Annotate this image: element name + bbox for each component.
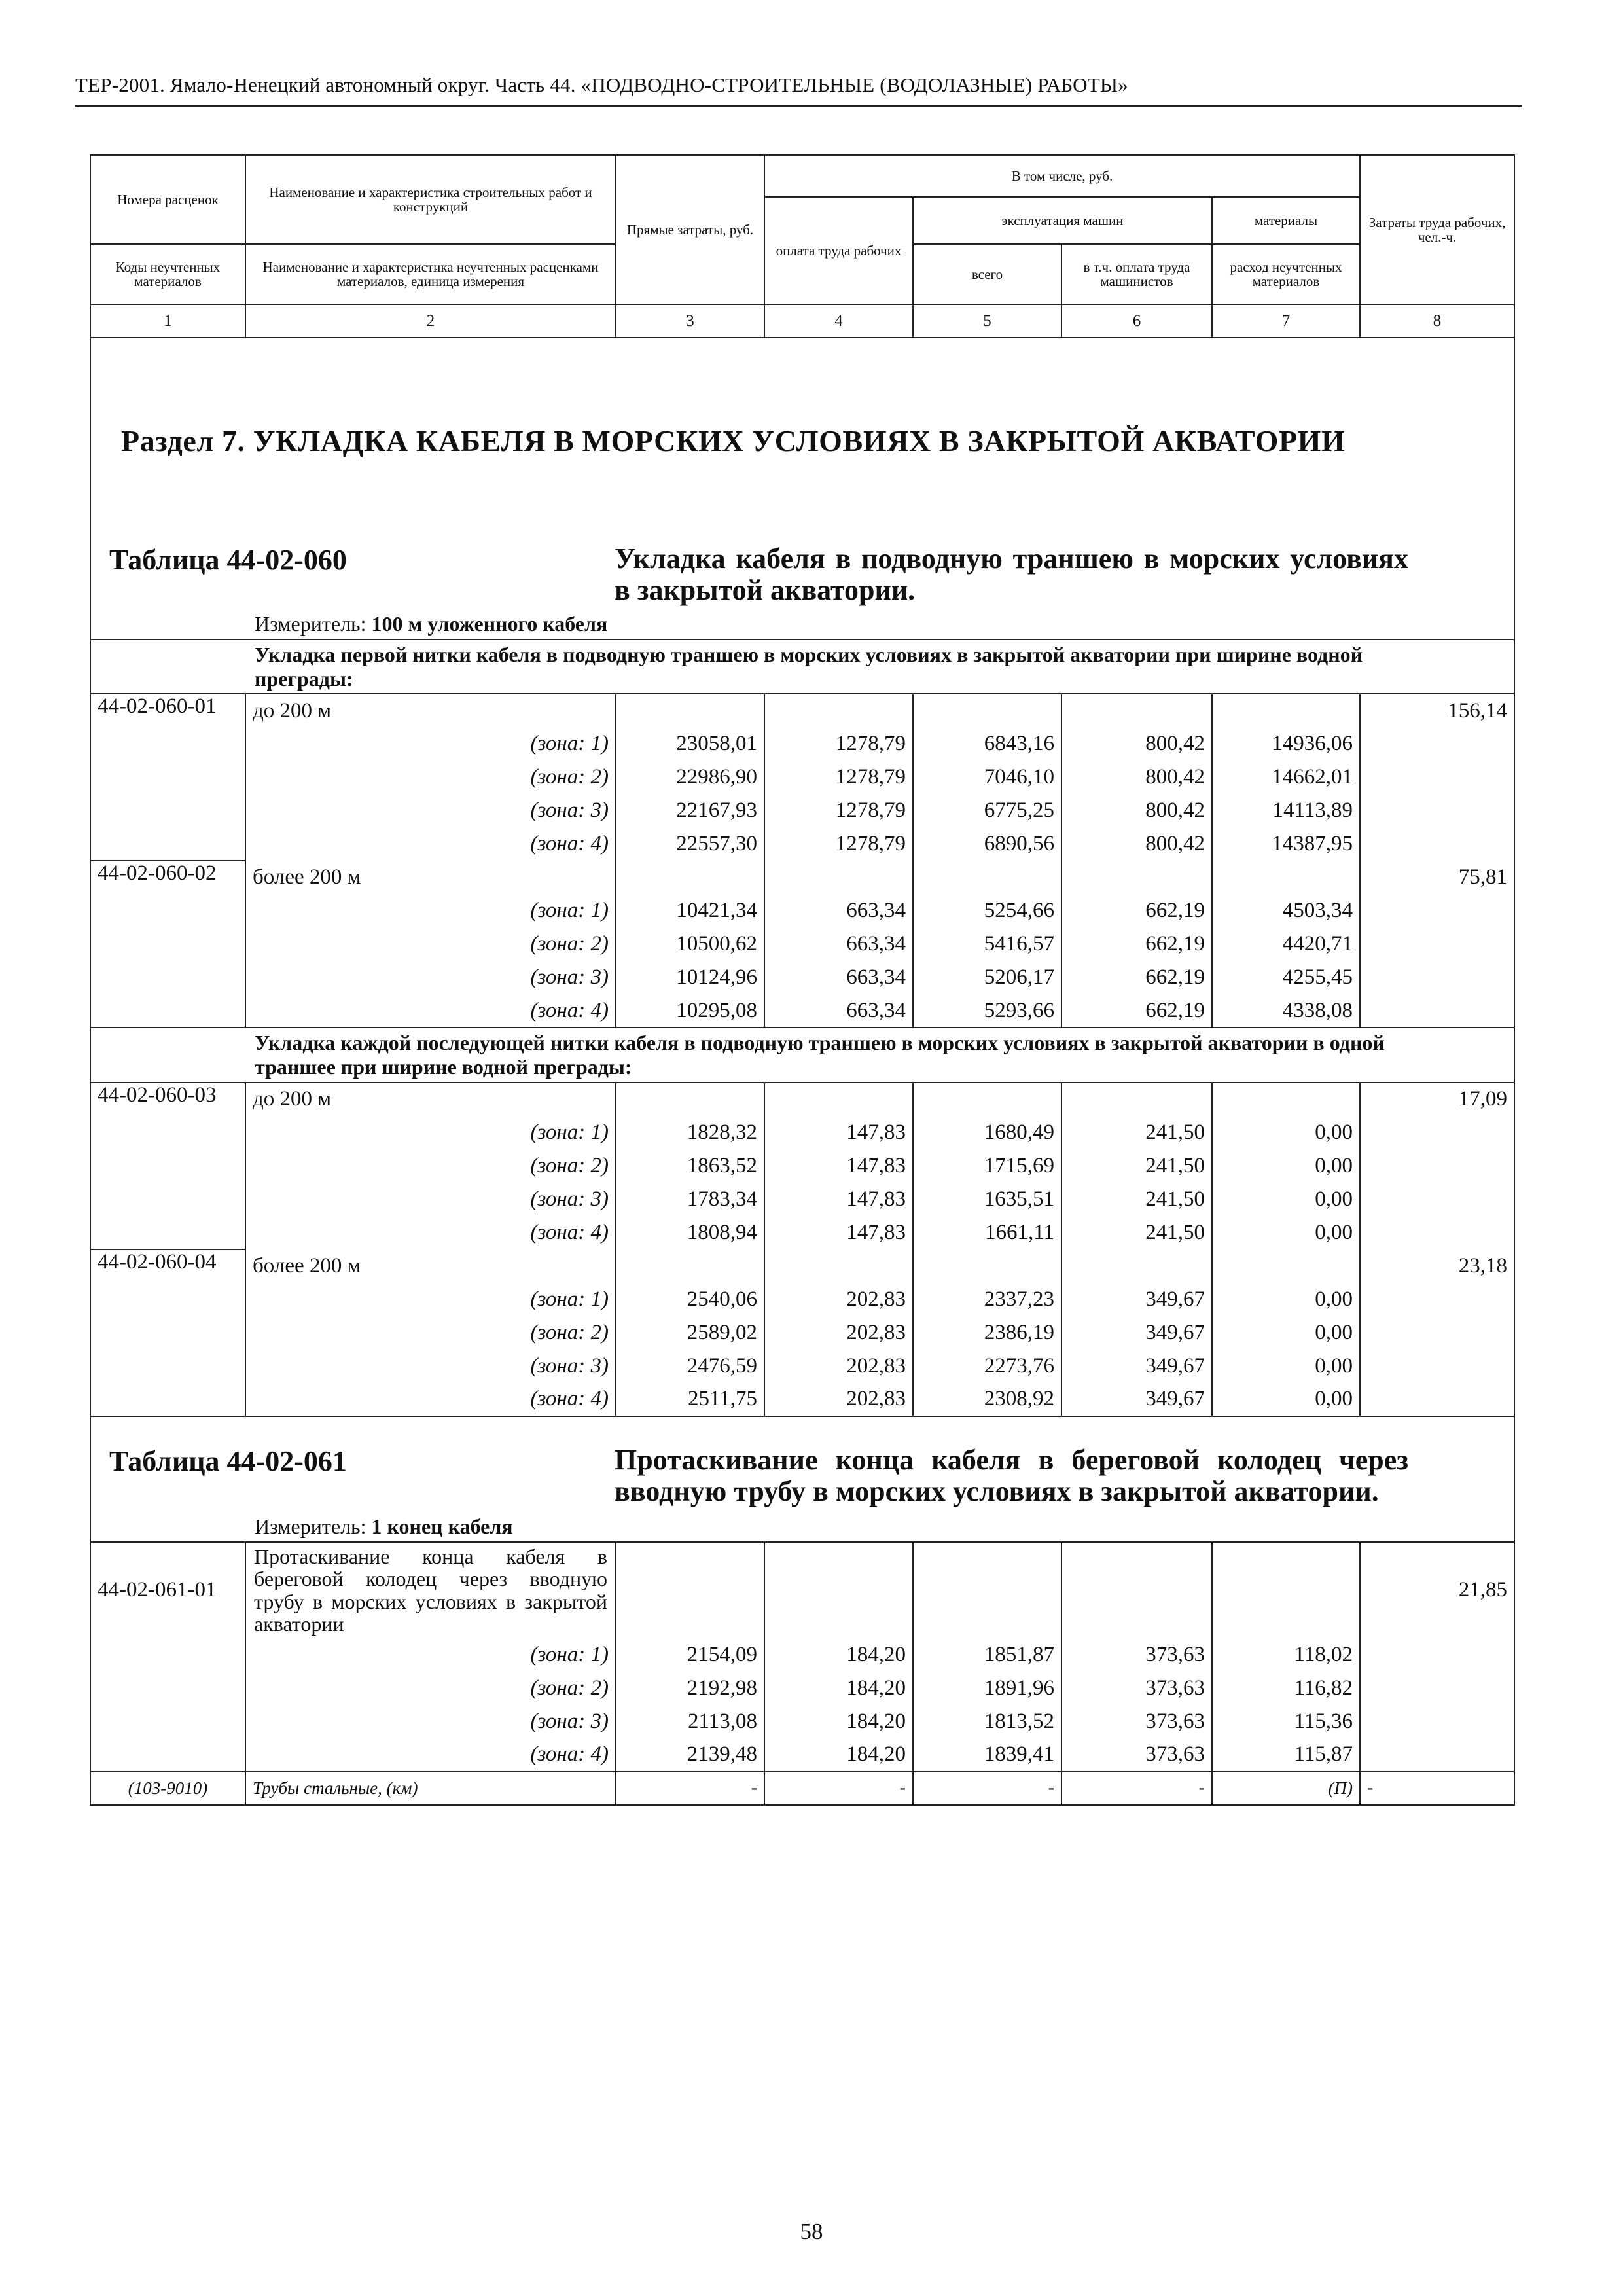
zone-label: (зона: 1) (245, 894, 616, 927)
labor-pay-value: 1278,79 (764, 727, 913, 761)
materials-value: 0,00 (1212, 1350, 1360, 1383)
rate-code: 44-02-060-02 (90, 861, 245, 1028)
zone-label: (зона: 4) (245, 1738, 616, 1772)
table-060-body (90, 639, 1514, 1416)
empty-cell (1360, 1183, 1514, 1216)
zone-label: (зона: 1) (245, 1638, 616, 1672)
measurer-label: Измеритель: (255, 611, 366, 636)
labor-pay-value: 202,83 (764, 1350, 913, 1383)
material-pay-value: - (764, 1772, 913, 1805)
table-061-body (90, 1542, 1514, 1805)
materials-value: 4255,45 (1212, 961, 1360, 994)
group-title-row (90, 1028, 1514, 1083)
machine-total-value: 6890,56 (913, 827, 1061, 861)
machine-total-value: 1635,51 (913, 1183, 1061, 1216)
empty-cell (616, 1542, 764, 1638)
machine-operator-pay-value: 349,67 (1061, 1350, 1212, 1383)
materials-value: 4503,34 (1212, 894, 1360, 927)
empty-cell (1360, 1705, 1514, 1738)
labor-pay-value: 184,20 (764, 1638, 913, 1672)
column-number: 1 (90, 304, 245, 338)
zone-label: (зона: 4) (245, 994, 616, 1028)
empty-cell (616, 694, 764, 727)
labor-pay-value: 663,34 (764, 961, 913, 994)
zone-label: (зона: 1) (245, 1116, 616, 1149)
header-materials-unaccounted: расход неучтенных материалов (1212, 244, 1360, 304)
empty-cell (1360, 1738, 1514, 1772)
machine-operator-pay-value: 349,67 (1061, 1283, 1212, 1316)
rate-code: 44-02-060-01 (90, 694, 245, 861)
machine-operator-pay-value: 349,67 (1061, 1383, 1212, 1416)
labor-costs-value: 17,09 (1360, 1083, 1514, 1116)
machine-total-value: 1715,69 (913, 1149, 1061, 1183)
zone-label: (зона: 4) (245, 1383, 616, 1416)
section-title: Раздел 7. УКЛАДКА КАБЕЛЯ В МОРСКИХ УСЛОВИЯХ В ЗАКРЫТОЙ АКВАТОРИИ (121, 424, 1346, 457)
empty-cell (1360, 1672, 1514, 1705)
zone-label: (зона: 3) (245, 1705, 616, 1738)
machine-total-value: 1680,49 (913, 1116, 1061, 1149)
empty-cell (1212, 861, 1360, 894)
materials-value: 0,00 (1212, 1383, 1360, 1416)
material-mach-pay-value: - (1061, 1772, 1212, 1805)
group-title: Укладка первой нитки кабеля в подводную траншею в морских условиях в закрытой акватории при ширине водной преграды: (90, 639, 1514, 694)
machine-total-value: 5416,57 (913, 927, 1061, 961)
empty-cell (1061, 861, 1212, 894)
direct-costs-value: 10124,96 (616, 961, 764, 994)
empty-cell (764, 694, 913, 727)
empty-cell (1360, 1283, 1514, 1316)
machine-operator-pay-value: 241,50 (1061, 1149, 1212, 1183)
direct-costs-value: 2154,09 (616, 1638, 764, 1672)
labor-pay-value: 1278,79 (764, 827, 913, 861)
rate-name: до 200 м (245, 694, 616, 727)
labor-pay-value: 184,20 (764, 1705, 913, 1738)
empty-cell (616, 861, 764, 894)
empty-cell (1212, 1249, 1360, 1283)
labor-pay-value: 202,83 (764, 1383, 913, 1416)
empty-cell (913, 694, 1061, 727)
machine-operator-pay-value: 373,63 (1061, 1672, 1212, 1705)
direct-costs-value: 22557,30 (616, 827, 764, 861)
empty-cell (764, 1542, 913, 1638)
direct-costs-value: 10421,34 (616, 894, 764, 927)
rate-name: более 200 м (245, 1249, 616, 1283)
measurer-value: 1 конец кабеля (371, 1514, 513, 1538)
zone-row (90, 1383, 1514, 1416)
group-title: Укладка каждой последующей нитки кабеля в подводную траншею в морских условиях в закрытой акватории в одной траншее при ширине водной преграды: (90, 1028, 1514, 1083)
zone-row (90, 927, 1514, 961)
direct-costs-value: 2589,02 (616, 1316, 764, 1350)
direct-costs-value: 2139,48 (616, 1738, 764, 1772)
machine-operator-pay-value: 800,42 (1061, 761, 1212, 794)
zone-row (90, 1116, 1514, 1149)
materials-value: 14387,95 (1212, 827, 1360, 861)
materials-value: 115,87 (1212, 1738, 1360, 1772)
rate-code: 44-02-060-03 (90, 1083, 245, 1249)
direct-costs-value: 2540,06 (616, 1283, 764, 1316)
table-061-description: Протаскивание конца кабеля в береговой колодец через вводную трубу в морских условиях в закрытой акватории. (615, 1443, 1408, 1508)
labor-costs-value: 23,18 (1360, 1249, 1514, 1283)
zone-row (90, 1149, 1514, 1183)
materials-value: 0,00 (1212, 1316, 1360, 1350)
labor-pay-value: 147,83 (764, 1149, 913, 1183)
running-header: ТЕР-2001. Ямало-Ненецкий автономный округ. Часть 44. «ПОДВОДНО-СТРОИТЕЛЬНЫЕ (ВОДОЛАЗНЫЕ) РАБОТЫ» (75, 73, 1128, 96)
zone-row (90, 1183, 1514, 1216)
machine-total-value: 5293,66 (913, 994, 1061, 1028)
materials-value: 14113,89 (1212, 794, 1360, 827)
empty-cell (913, 1249, 1061, 1283)
header-materials: материалы (1212, 197, 1360, 244)
zone-label: (зона: 2) (245, 761, 616, 794)
header-direct-costs: Прямые затраты, руб. (616, 155, 764, 304)
zone-label: (зона: 2) (245, 1672, 616, 1705)
machine-operator-pay-value: 241,50 (1061, 1183, 1212, 1216)
labor-pay-value: 202,83 (764, 1316, 913, 1350)
table-060-measurer (91, 612, 1514, 639)
direct-costs-value: 2476,59 (616, 1350, 764, 1383)
materials-value: 116,82 (1212, 1672, 1360, 1705)
rate-name: до 200 м (245, 1083, 616, 1116)
material-labor-value: - (1360, 1772, 1514, 1805)
zone-label: (зона: 4) (245, 1216, 616, 1249)
zone-label: (зона: 3) (245, 961, 616, 994)
machine-operator-pay-value: 373,63 (1061, 1705, 1212, 1738)
table-060-description: Укладка кабеля в подводную траншею в морских условиях в закрытой акватории. (615, 543, 1408, 607)
empty-cell (1360, 761, 1514, 794)
header-machine-total: всего (913, 244, 1061, 304)
labor-pay-value: 1278,79 (764, 761, 913, 794)
zone-label: (зона: 1) (245, 727, 616, 761)
column-number: 4 (764, 304, 913, 338)
rate-name: Протаскивание конца кабеля в береговой колодец через вводную трубу в морских условиях в закрытой акватории (245, 1542, 616, 1638)
header-including: В том числе, руб. (764, 155, 1360, 197)
machine-total-value: 2337,23 (913, 1283, 1061, 1316)
empty-cell (1061, 1542, 1212, 1638)
machine-operator-pay-value: 662,19 (1061, 961, 1212, 994)
empty-cell (616, 1249, 764, 1283)
machine-operator-pay-value: 241,50 (1061, 1116, 1212, 1149)
empty-cell (616, 1083, 764, 1116)
header-machine-operator-pay: в т.ч. оплата труда машинистов (1061, 244, 1212, 304)
zone-label: (зона: 2) (245, 1149, 616, 1183)
column-number: 3 (616, 304, 764, 338)
column-number: 2 (245, 304, 616, 338)
zone-row (90, 1672, 1514, 1705)
page-number: 58 (800, 2219, 823, 2244)
labor-pay-value: 147,83 (764, 1116, 913, 1149)
direct-costs-value: 2113,08 (616, 1705, 764, 1738)
empty-cell (1212, 694, 1360, 727)
machine-total-value: 5206,17 (913, 961, 1061, 994)
empty-cell (1360, 794, 1514, 827)
direct-costs-value: 1808,94 (616, 1216, 764, 1249)
measurer-label: Измеритель: (255, 1514, 366, 1538)
empty-cell (1360, 894, 1514, 927)
empty-cell (1061, 694, 1212, 727)
empty-cell (1360, 1116, 1514, 1149)
machine-operator-pay-value: 241,50 (1061, 1216, 1212, 1249)
empty-cell (764, 1083, 913, 1116)
rate-name: более 200 м (245, 861, 616, 894)
header-machine-ops: эксплуатация машин (913, 197, 1212, 244)
zone-row (90, 1283, 1514, 1316)
machine-total-value: 1839,41 (913, 1738, 1061, 1772)
column-number: 7 (1212, 304, 1360, 338)
machine-operator-pay-value: 662,19 (1061, 994, 1212, 1028)
empty-cell (1360, 927, 1514, 961)
materials-value: 14662,01 (1212, 761, 1360, 794)
labor-pay-value: 184,20 (764, 1738, 913, 1772)
empty-cell (1360, 827, 1514, 861)
material-unaccounted-value: (П) (1212, 1772, 1360, 1805)
materials-value: 0,00 (1212, 1116, 1360, 1149)
machine-total-value: 1661,11 (913, 1216, 1061, 1249)
machine-operator-pay-value: 662,19 (1061, 894, 1212, 927)
material-direct-value: - (616, 1772, 764, 1805)
direct-costs-value: 2511,75 (616, 1383, 764, 1416)
column-number: 8 (1360, 304, 1514, 338)
materials-value: 0,00 (1212, 1183, 1360, 1216)
zone-row (90, 961, 1514, 994)
zone-row (90, 827, 1514, 861)
zone-row (90, 1316, 1514, 1350)
empty-cell (1061, 1083, 1212, 1116)
empty-cell (913, 1083, 1061, 1116)
zone-row (90, 994, 1514, 1028)
machine-total-value: 2308,92 (913, 1383, 1061, 1416)
machine-total-value: 1813,52 (913, 1705, 1061, 1738)
empty-cell (1360, 1383, 1514, 1416)
zone-row (90, 761, 1514, 794)
empty-cell (764, 861, 913, 894)
empty-cell (1212, 1083, 1360, 1116)
zone-label: (зона: 3) (245, 794, 616, 827)
table-061-label: Таблица 44-02-061 (109, 1444, 347, 1477)
zone-label: (зона: 4) (245, 827, 616, 861)
rate-row (90, 1542, 1514, 1638)
zone-row (90, 1738, 1514, 1772)
table-060-label: Таблица 44-02-060 (109, 544, 347, 576)
machine-total-value: 6775,25 (913, 794, 1061, 827)
zone-row (90, 727, 1514, 761)
rate-row (90, 1249, 1514, 1283)
direct-costs-value: 22167,93 (616, 794, 764, 827)
materials-value: 0,00 (1212, 1149, 1360, 1183)
materials-value: 14936,06 (1212, 727, 1360, 761)
group-title-row (90, 639, 1514, 694)
machine-operator-pay-value: 662,19 (1061, 927, 1212, 961)
rate-row (90, 1083, 1514, 1116)
empty-cell (1360, 994, 1514, 1028)
machine-operator-pay-value: 373,63 (1061, 1638, 1212, 1672)
labor-pay-value: 202,83 (764, 1283, 913, 1316)
labor-pay-value: 663,34 (764, 894, 913, 927)
direct-costs-value: 2192,98 (616, 1672, 764, 1705)
empty-cell (1360, 1216, 1514, 1249)
labor-costs-value: 21,85 (1360, 1542, 1514, 1638)
zone-row (90, 1216, 1514, 1249)
header-labor-costs: Затраты труда рабочих, чел.-ч. (1360, 155, 1514, 304)
empty-cell (1212, 1542, 1360, 1638)
direct-costs-value: 1863,52 (616, 1149, 764, 1183)
labor-pay-value: 1278,79 (764, 794, 913, 827)
empty-cell (1061, 1249, 1212, 1283)
zone-row (90, 1705, 1514, 1738)
measurer-value: 100 м уложенного кабеля (371, 611, 608, 636)
header-labor-pay: оплата труда рабочих (764, 197, 913, 304)
labor-pay-value: 663,34 (764, 994, 913, 1028)
header-rule (75, 105, 1522, 107)
machine-total-value: 2386,19 (913, 1316, 1061, 1350)
material-name: Трубы стальные, (км) (245, 1772, 616, 1805)
machine-total-value: 6843,16 (913, 727, 1061, 761)
column-number: 5 (913, 304, 1061, 338)
zone-label: (зона: 3) (245, 1183, 616, 1216)
column-number: 6 (1061, 304, 1212, 338)
empty-cell (1360, 961, 1514, 994)
zone-label: (зона: 3) (245, 1350, 616, 1383)
empty-cell (913, 861, 1061, 894)
labor-costs-value: 75,81 (1360, 861, 1514, 894)
direct-costs-value: 22986,90 (616, 761, 764, 794)
direct-costs-value: 23058,01 (616, 727, 764, 761)
machine-total-value: 5254,66 (913, 894, 1061, 927)
direct-costs-value: 1783,34 (616, 1183, 764, 1216)
materials-value: 0,00 (1212, 1216, 1360, 1249)
machine-total-value: 1851,87 (913, 1638, 1061, 1672)
rate-row (90, 694, 1514, 727)
empty-cell (1360, 1350, 1514, 1383)
direct-costs-value: 10295,08 (616, 994, 764, 1028)
machine-operator-pay-value: 800,42 (1061, 794, 1212, 827)
zone-row (90, 894, 1514, 927)
empty-cell (764, 1249, 913, 1283)
table-061-measurer (91, 1515, 1514, 1541)
rate-code: 44-02-061-01 (90, 1542, 245, 1772)
table-061-title-block (90, 1416, 1514, 1542)
zone-label: (зона: 2) (245, 927, 616, 961)
labor-pay-value: 147,83 (764, 1216, 913, 1249)
materials-value: 0,00 (1212, 1283, 1360, 1316)
empty-cell (1360, 1149, 1514, 1183)
materials-value: 4420,71 (1212, 927, 1360, 961)
material-mach-value: - (913, 1772, 1061, 1805)
zone-label: (зона: 1) (245, 1283, 616, 1316)
material-row (90, 1772, 1514, 1805)
empty-cell (1360, 727, 1514, 761)
materials-value: 118,02 (1212, 1638, 1360, 1672)
empty-cell (913, 1542, 1061, 1638)
machine-operator-pay-value: 800,42 (1061, 827, 1212, 861)
materials-value: 115,36 (1212, 1705, 1360, 1738)
header-material-codes: Коды неучтенных материалов (90, 244, 245, 304)
header-work-name: Наименование и характеристика строительных работ и конструкций (245, 155, 616, 244)
machine-total-value: 1891,96 (913, 1672, 1061, 1705)
rate-code: 44-02-060-04 (90, 1249, 245, 1416)
labor-pay-value: 663,34 (764, 927, 913, 961)
rates-table (90, 154, 1515, 1806)
machine-operator-pay-value: 800,42 (1061, 727, 1212, 761)
machine-operator-pay-value: 373,63 (1061, 1738, 1212, 1772)
rate-row (90, 861, 1514, 894)
material-code: (103-9010) (90, 1772, 245, 1805)
machine-total-value: 2273,76 (913, 1350, 1061, 1383)
zone-row (90, 1350, 1514, 1383)
direct-costs-value: 10500,62 (616, 927, 764, 961)
empty-cell (1360, 1316, 1514, 1350)
zone-row (90, 794, 1514, 827)
header-material-names: Наименование и характеристика неучтенных расценками материалов, единица измерения (245, 244, 616, 304)
labor-pay-value: 184,20 (764, 1672, 913, 1705)
direct-costs-value: 1828,32 (616, 1116, 764, 1149)
zone-row (90, 1638, 1514, 1672)
header-rate-numbers: Номера расценок (90, 155, 245, 244)
zone-label: (зона: 2) (245, 1316, 616, 1350)
labor-costs-value: 156,14 (1360, 694, 1514, 727)
table-060-title-block (90, 338, 1514, 639)
labor-pay-value: 147,83 (764, 1183, 913, 1216)
materials-value: 4338,08 (1212, 994, 1360, 1028)
machine-total-value: 7046,10 (913, 761, 1061, 794)
machine-operator-pay-value: 349,67 (1061, 1316, 1212, 1350)
empty-cell (1360, 1638, 1514, 1672)
